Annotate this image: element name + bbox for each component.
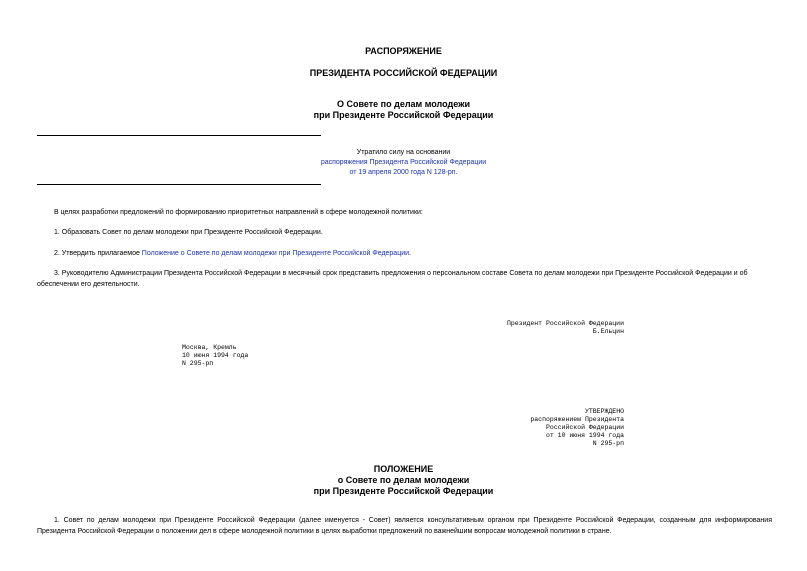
item-3-paragraph: 3. Руководителю Администрации Президента Российской Федерации в месячный срок представить предложения о персональном составе Совета по делам молодежи при Президенте Российской Федерации и об обеспечении его деятельности.: [37, 270, 748, 288]
approval-number: N 295-рп: [592, 440, 624, 447]
subject-title-line1: О Совете по делам молодежи: [336, 99, 471, 109]
regulation-item-1: 1. Совет по делам молодежи при Президенте Российской Федерации (далее именуется - Совет) является консультативным органом при Президенте Российской Федерации, созданным для информирования Президента Российской Федерации о положении дел в сфере молодежной политики в целях выработки предложений по важнейшим вопросам молодежной политики в стране.: [37, 517, 772, 535]
approval-date: от 10 июня 1994 года: [545, 432, 624, 439]
revoking-act-link-line1[interactable]: распоряжения Президента Российской Федерации: [320, 159, 487, 166]
item-1-paragraph: 1. Образовать Совет по делам молодежи при Президенте Российской Федерации.: [54, 229, 323, 236]
place: Москва, Кремль: [182, 344, 237, 351]
document-type-title: РАСПОРЯЖЕНИЕ: [365, 46, 442, 56]
bottom-divider: [37, 184, 321, 185]
intro-paragraph: В целях разработки предложений по формированию приоритетных направлений в сфере молодежной политики:: [54, 209, 423, 216]
top-divider: [37, 135, 321, 136]
regulation-title: ПОЛОЖЕНИЕ: [373, 464, 434, 474]
revoked-notice: Утратило силу на основании: [356, 149, 451, 156]
regulation-link[interactable]: Положение о Совете по делам молодежи при Президенте Российской Федерации: [141, 250, 410, 257]
regulation-subtitle-line1: о Совете по делам молодежи: [337, 475, 470, 485]
date: 10 июня 1994 года: [182, 352, 249, 359]
subject-title-line2: при Президенте Российской Федерации: [313, 110, 494, 120]
signature-position: Президент Российской Федерации: [506, 320, 624, 327]
signature-name: Б.Ельцин: [592, 328, 624, 335]
approval-label: УТВЕРЖДЕНО: [584, 408, 624, 415]
item-2-suffix: .: [409, 250, 411, 257]
approval-line-3: Российской Федерации: [545, 424, 624, 431]
regulation-subtitle-line2: при Президенте Российской Федерации: [313, 486, 494, 496]
item-2-prefix: 2. Утвердить прилагаемое: [54, 250, 142, 257]
act-number: N 295-рп: [182, 360, 214, 367]
revoking-act-link-line2[interactable]: от 19 апреля 2000 года N 128-рп.: [349, 169, 458, 176]
issuer-title: ПРЕЗИДЕНТА РОССИЙСКОЙ ФЕДЕРАЦИИ: [309, 68, 498, 78]
item-2-paragraph: [37, 248, 772, 259]
approval-line-2: распоряжением Президента: [530, 416, 624, 423]
